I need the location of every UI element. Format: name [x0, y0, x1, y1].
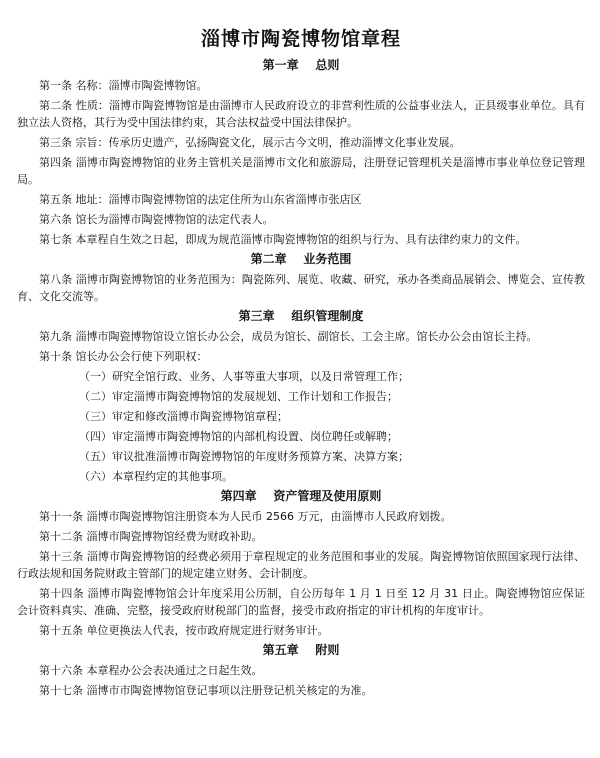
article-12: 第十二条 淄博市陶瓷博物馆经费为财政补助。 [39, 530, 263, 543]
article-10-item-4: （四）审定淄博市陶瓷博物馆的内部机构设置、岗位聘任或解聘； [79, 430, 398, 443]
article-9: 第九条 淄博市陶瓷博物馆设立馆长办公会，成员为馆长、副馆长、工会主席。馆长办公会由馆长主持。 [39, 330, 538, 343]
article-7: 第七条 本章程自生效之日起，即成为规范淄博市陶瓷博物馆的组织与行为、具有法律约束力的文件。 [39, 233, 527, 246]
article-17: 第十七条 淄博市市陶瓷博物馆登记事项以注册登记机关核定的为准。 [39, 684, 373, 697]
article-1: 第一条 名称：淄博市陶瓷博物馆。 [39, 79, 208, 92]
article-14: 第十四条 淄博市陶瓷博物馆会计年度采用公历制，自公历每年 1 月 1 日至 12 月 31 日止。陶瓷博物馆应保证会计资料真实、准确、完整，接受政府财税部门的监督，接受市政府指定的审计机构的年度审计。 [17, 587, 585, 617]
article-15: 第十五条 单位更换法人代表，按市政府规定进行财务审计。 [39, 624, 329, 637]
article-8: 第八条 淄博市陶瓷博物馆的业务范围为：陶瓷陈列、展览、收藏、研究，承办各类商品展销会、博览会、宣传教育、文化交流等。 [17, 273, 585, 303]
article-10-item-3: （三）审定和修改淄博市陶瓷博物馆章程； [79, 410, 288, 423]
article-4: 第四条 淄博市陶瓷博物馆的业务主管机关是淄博市文化和旅游局，注册登记管理机关是淄博市事业单位登记管理局。 [17, 156, 585, 186]
article-10: 第十条 馆长办公会行使下列职权： [39, 350, 208, 363]
article-5: 第五条 地址：淄博市陶瓷博物馆的法定住所为山东省淄博市张店区 [39, 193, 362, 206]
article-16: 第十六条 本章程办公会表决通过之日起生效。 [39, 664, 263, 677]
article-2: 第二条 性质：淄博市陶瓷博物馆是由淄博市人民政府设立的非营利性质的公益事业法人，正县级事业单位。具有独立法人资格，其行为受中国法律约束，其合法权益受中国法律保护。 [17, 99, 585, 129]
document-title: 淄博市陶瓷博物馆章程 [200, 28, 401, 50]
article-10-item-5: （五）审议批准淄博市陶瓷博物馆的年度财务预算方案、决算方案； [79, 450, 409, 463]
article-10-item-6: （六）本章程约定的其他事项。 [79, 470, 233, 483]
chapter-3-heading: 第三章 组织管理制度 [238, 309, 364, 323]
chapter-2-heading: 第二章 业务范围 [250, 252, 352, 266]
article-10-item-2: （二）审定淄博市陶瓷博物馆的发展规划、工作计划和工作报告； [79, 390, 398, 403]
chapter-1-heading: 第一章 总则 [262, 58, 340, 72]
chapter-5-heading: 第五章 附则 [262, 643, 340, 657]
article-3: 第三条 宗旨：传承历史遗产，弘扬陶瓷文化，展示古今文明，推动淄博文化事业发展。 [39, 136, 461, 149]
article-13: 第十三条 淄博市陶瓷博物馆的经费必须用于章程规定的业务范围和事业的发展。陶瓷博物馆依照国家现行法律、行政法规和国务院财政主管部门的规定建立财务、会计制度。 [17, 550, 585, 580]
article-10-item-1: （一）研究全馆行政、业务、人事等重大事项，以及日常管理工作； [79, 370, 409, 383]
article-6: 第六条 馆长为淄博市陶瓷博物馆的法定代表人。 [39, 213, 274, 226]
document [17, 26, 585, 702]
article-11: 第十一条 淄博市陶瓷博物馆注册资本为人民币 2566 万元，由淄博市人民政府划拨。 [39, 510, 452, 523]
chapter-4-heading: 第四章 资产管理及使用原则 [220, 489, 382, 503]
